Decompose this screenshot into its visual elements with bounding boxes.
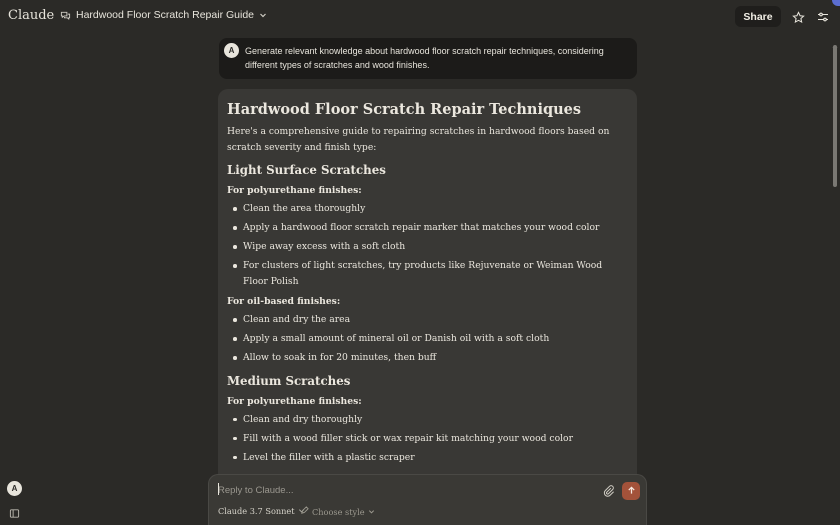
chevron-down-icon <box>259 11 267 19</box>
finish-subheading: For polyurethane finishes: <box>227 185 362 196</box>
list-item: Level the filler with a plastic scraper <box>227 450 627 466</box>
arrow-up-icon <box>627 482 636 500</box>
account-avatar[interactable]: A <box>7 481 22 496</box>
scrollbar[interactable] <box>832 36 838 525</box>
star-icon[interactable] <box>789 8 807 26</box>
step-list <box>227 412 627 466</box>
list-item: Clean the area thoroughly <box>227 201 627 217</box>
share-button[interactable]: Share <box>735 6 781 27</box>
section-heading: Light Surface Scratches <box>227 163 386 177</box>
message-composer <box>208 474 647 525</box>
chat-bubbles-icon <box>60 10 71 21</box>
list-item: Wipe away excess with a soft cloth <box>227 239 627 255</box>
style-selector[interactable] <box>300 506 375 517</box>
user-message-text: Generate relevant knowledge about hardwood floor scratch repair techniques, considering different types of scratches and wood finishes. <box>245 46 604 70</box>
paperclip-icon[interactable] <box>602 484 616 498</box>
section-heading: Medium Scratches <box>227 373 351 388</box>
sliders-icon[interactable] <box>814 8 832 26</box>
response-sections <box>227 162 627 465</box>
model-selector[interactable] <box>218 506 305 516</box>
response-title: Hardwood Floor Scratch Repair Techniques <box>227 101 582 118</box>
list-item: Apply a small amount of mineral oil or Danish oil with a soft cloth <box>227 331 627 347</box>
list-item: Clean and dry the area <box>227 312 627 328</box>
style-label: Choose style <box>312 506 365 517</box>
response-intro: Here's a comprehensive guide to repairing scratches in hardwood floors based on scratch severity and finish type: <box>227 126 610 153</box>
list-item: Clean and dry thoroughly <box>227 412 627 428</box>
list-item: For clusters of light scratches, try products like Rejuvenate or Weiman Wood Floor Polish <box>227 258 627 289</box>
text-cursor <box>218 483 219 495</box>
corner-indicator <box>832 0 840 6</box>
model-label: Claude 3.7 Sonnet <box>218 506 295 516</box>
list-item: Fill with a wood filler stick or wax repair kit matching your wood color <box>227 431 627 447</box>
list-item: Allow to soak in for 20 minutes, then buff <box>227 350 627 366</box>
user-avatar: A <box>224 43 239 58</box>
top-bar <box>0 0 840 34</box>
sidebar-toggle-icon[interactable] <box>9 506 21 518</box>
step-list <box>227 201 627 289</box>
chat-title-dropdown[interactable] <box>60 9 267 21</box>
scroll-up-arrow[interactable] <box>832 36 838 41</box>
chat-title: Hardwood Floor Scratch Repair Guide <box>76 9 254 21</box>
scroll-down-arrow[interactable] <box>832 516 838 521</box>
finish-subheading: For polyurethane finishes: <box>227 395 362 407</box>
pen-icon <box>300 506 309 517</box>
chevron-down-icon <box>368 507 375 517</box>
reply-input[interactable] <box>218 482 578 498</box>
list-item: Apply a hardwood floor scratch repair marker that matches your wood color <box>227 220 627 236</box>
step-list <box>227 312 627 366</box>
send-button[interactable] <box>622 482 640 500</box>
assistant-response <box>218 89 637 489</box>
brand-logo[interactable]: Claude <box>8 8 55 23</box>
finish-subheading: For oil-based finishes: <box>227 296 341 307</box>
scrollbar-thumb[interactable] <box>833 45 837 187</box>
user-message <box>219 38 637 79</box>
